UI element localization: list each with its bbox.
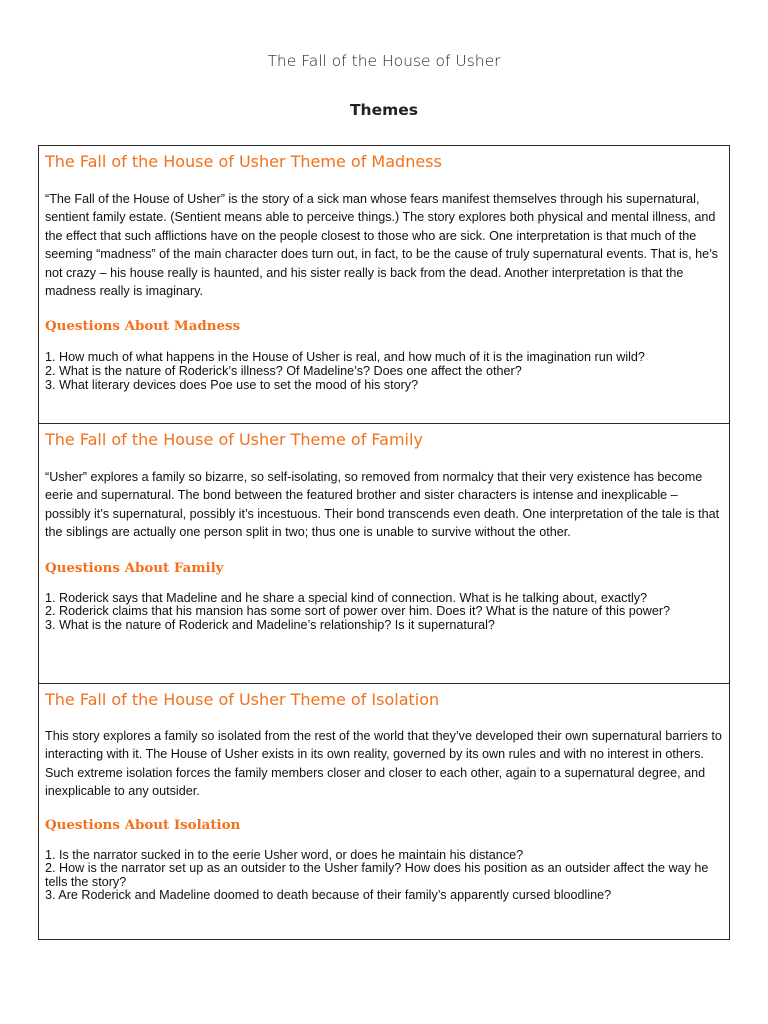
questions-list — [45, 592, 723, 633]
question-item: 2. How is the narrator set up as an outsider to the Usher family? How does his position as an outsider affect the way he tells the story? — [45, 861, 709, 889]
question-item: 2. What is the nature of Roderick’s illness? Of Madeline’s? Does one affect the other? — [45, 364, 522, 379]
document-title: The Fall of the House of Usher — [267, 52, 501, 70]
theme-heading: The Fall of the House of Usher Theme of Family — [45, 430, 423, 449]
questions-list — [45, 351, 723, 392]
question-item: 3. Are Roderick and Madeline doomed to death because of their family’s apparently cursed bloodline? — [45, 888, 612, 903]
theme-section-madness — [39, 146, 729, 424]
question-item: 3. What is the nature of Roderick and Madeline’s relationship? Is it supernatural? — [45, 617, 495, 632]
theme-heading: The Fall of the House of Usher Theme of Madness — [45, 152, 442, 171]
theme-body: “Usher” explores a family so bizarre, so self-isolating, so removed from normalcy that their very existence has become eerie and supernatural. The bond between the featured brother and sister characters is intense and inexplicable – possibly it’s supernatural, possibly it’s incestuous. Their bond transcends even death. One interpretation of the tale is that the siblings are actually one person split in two; thus one is unable to survive without the other. — [45, 470, 720, 540]
questions-heading: Questions About Isolation — [45, 816, 241, 833]
document-subtitle: Themes — [349, 101, 418, 119]
question-item: 1. Is the narrator sucked in to the eerie Usher word, or does he maintain his distance? — [45, 847, 524, 862]
questions-heading: Questions About Madness — [45, 318, 241, 335]
theme-heading: The Fall of the House of Usher Theme of Isolation — [45, 690, 440, 709]
questions-heading: Questions About Family — [45, 559, 224, 576]
theme-section-isolation — [39, 684, 729, 939]
question-item: 2. Roderick claims that his mansion has some sort of power over him. Does it? What is the nature of this power? — [45, 604, 671, 619]
questions-list — [45, 849, 723, 903]
theme-section-family — [39, 424, 729, 684]
themes-table — [38, 145, 730, 940]
question-item: 1. Roderick says that Madeline and he share a special kind of connection. What is he talking about, exactly? — [45, 590, 648, 605]
question-item: 3. What literary devices does Poe use to set the mood of his story? — [45, 377, 419, 392]
theme-body: This story explores a family so isolated from the rest of the world that they’ve developed their own supernatural barriers to interacting with it. The House of Usher exists in its own reality, governed by its own rules and with no interest in others. Such extreme isolation forces the family members closer and closer to each other, again to a supernatural degree, and inexplicable to any outsider. — [45, 729, 722, 799]
theme-body: “The Fall of the House of Usher” is the story of a sick man whose fears manifest themselves through his supernatural, sentient family estate. (Sentient means able to perceive things.) The story explores both physical and mental illness, and the effect that such afflictions have on the people closest to those who are sick. One interpretation is that much of the seeming “madness” of the main character does turn out, in fact, to be the cause of truly supernatural events. That is, he’s not crazy – his house really is haunted, and his sister really is back from the dead. Another interpretation is that the madness really is imaginary. — [45, 192, 718, 299]
question-item: 1. How much of what happens in the House of Usher is real, and how much of it is the imagination run wild? — [45, 350, 645, 365]
